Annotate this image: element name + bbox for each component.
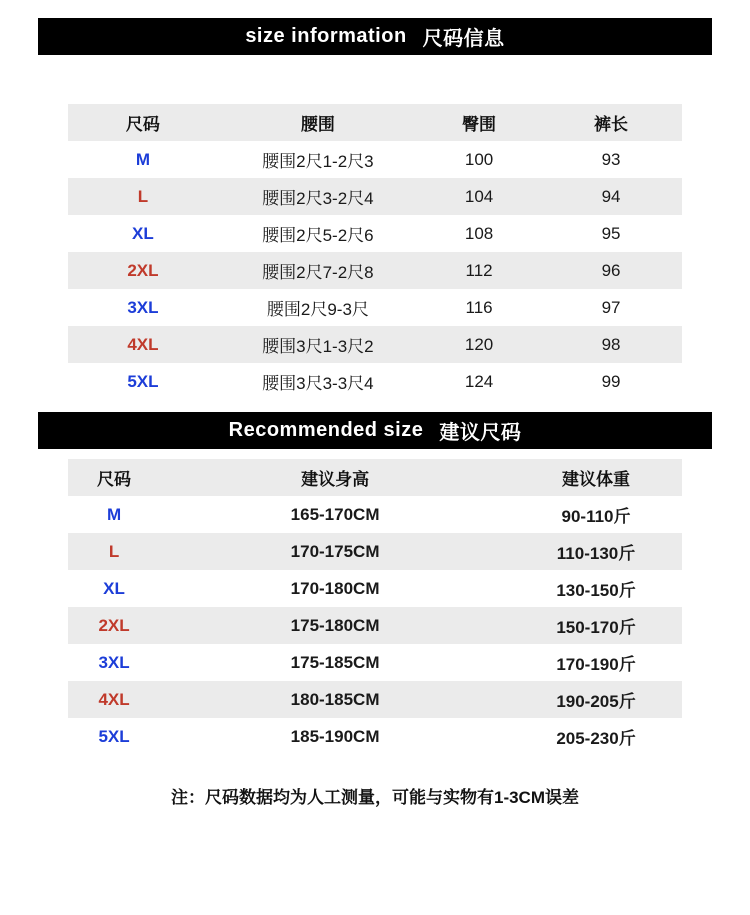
table-cell: 124 — [464, 371, 494, 391]
column-header: 尺码 — [125, 115, 160, 134]
size-label: 5XL — [98, 726, 130, 746]
column-header: 腰围 — [300, 115, 335, 134]
table-row — [68, 570, 682, 607]
size-label: L — [137, 186, 149, 206]
size-label: 2XL — [98, 615, 130, 635]
table-row — [68, 718, 682, 755]
table-cell: 170-175CM — [290, 541, 380, 561]
table-header-row — [68, 104, 682, 141]
table-row — [68, 533, 682, 570]
size-label: 4XL — [127, 334, 159, 354]
table-cell: 170-190斤 — [556, 655, 636, 674]
table-row — [68, 289, 682, 326]
table-row — [68, 141, 682, 178]
size-label: 3XL — [98, 652, 130, 672]
table-cell: 150-170斤 — [556, 618, 636, 637]
recommended-size-banner — [38, 412, 712, 449]
table-cell: 腰围3尺1-3尺2 — [262, 337, 374, 356]
recommended-size-table — [68, 459, 682, 755]
table-cell: 185-190CM — [290, 726, 380, 746]
table-cell: 120 — [464, 334, 494, 354]
table-cell: 98 — [601, 334, 621, 354]
size-label: 5XL — [127, 371, 159, 391]
size-label: 2XL — [127, 260, 159, 280]
table-cell: 90-110斤 — [561, 507, 631, 526]
size-measurements-table — [68, 104, 682, 400]
size-label: XL — [132, 223, 154, 243]
size-label: M — [106, 504, 122, 524]
recommended-size-banner-zh: 建议尺码 — [439, 422, 522, 444]
table-cell: 108 — [464, 223, 494, 243]
table-cell: 94 — [601, 186, 621, 206]
table-cell: 190-205斤 — [556, 692, 636, 711]
table-row — [68, 496, 682, 533]
column-header: 裤长 — [594, 115, 629, 134]
size-info-banner-en: size information — [245, 25, 407, 47]
size-label: L — [108, 541, 120, 561]
size-info-banner — [38, 18, 712, 55]
table-cell: 腰围2尺9-3尺 — [266, 300, 369, 319]
size-label: 4XL — [98, 689, 130, 709]
size-label: 3XL — [127, 297, 159, 317]
table-cell: 175-180CM — [290, 615, 380, 635]
column-header: 建议身高 — [301, 470, 370, 489]
table-cell: 99 — [601, 371, 621, 391]
column-header: 建议体重 — [562, 470, 631, 489]
table-cell: 100 — [464, 149, 494, 169]
size-label: XL — [103, 578, 125, 598]
table-cell: 96 — [601, 260, 621, 280]
table-cell: 175-185CM — [290, 652, 380, 672]
table-cell: 腰围2尺1-2尺3 — [262, 152, 374, 171]
table-cell: 93 — [601, 149, 621, 169]
table-cell: 95 — [601, 223, 621, 243]
table-header-row — [68, 459, 682, 496]
table-row — [68, 363, 682, 400]
column-header: 尺码 — [97, 470, 132, 489]
table-row — [68, 644, 682, 681]
table-cell: 130-150斤 — [556, 581, 636, 600]
table-row — [68, 681, 682, 718]
table-row — [68, 215, 682, 252]
recommended-size-banner-en: Recommended size — [228, 419, 424, 441]
size-info-banner-zh: 尺码信息 — [422, 28, 505, 50]
table-cell: 205-230斤 — [556, 729, 636, 748]
table-cell: 110-130斤 — [556, 544, 636, 563]
table-cell: 170-180CM — [290, 578, 380, 598]
table-row — [68, 252, 682, 289]
table-cell: 腰围2尺3-2尺4 — [262, 189, 374, 208]
table-cell: 116 — [465, 297, 493, 317]
table-row — [68, 178, 682, 215]
table-cell: 112 — [465, 260, 493, 280]
table-cell: 180-185CM — [290, 689, 380, 709]
table-row — [68, 326, 682, 363]
table-cell: 腰围2尺5-2尺6 — [262, 226, 374, 245]
measurement-note: 注：尺码数据均为人工测量，可能与实物有1-3CM误差 — [170, 788, 579, 807]
table-cell: 腰围2尺7-2尺8 — [262, 263, 374, 282]
size-label: M — [135, 149, 150, 169]
column-header: 臀围 — [462, 115, 497, 134]
table-cell: 104 — [464, 186, 494, 206]
table-cell: 165-170CM — [290, 504, 380, 524]
table-cell: 腰围3尺3-3尺4 — [262, 374, 374, 393]
table-row — [68, 607, 682, 644]
table-cell: 97 — [601, 297, 621, 317]
